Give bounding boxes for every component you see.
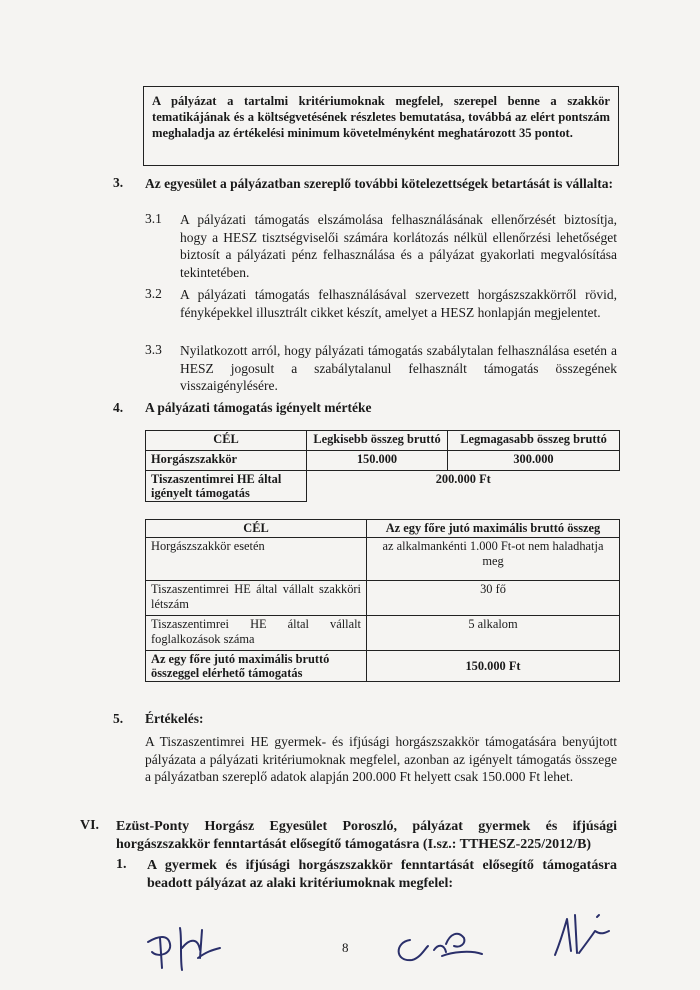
t1-row1-min: 150.000 — [307, 451, 448, 471]
item-3-3-number: 3.3 — [145, 342, 162, 357]
t2-row2-amount: 30 fő — [367, 581, 620, 616]
t1-header-max: Legmagasabb összeg bruttó — [448, 431, 620, 451]
section-vi-number: VI. — [80, 818, 100, 833]
t2-row4-amount: 150.000 Ft — [367, 651, 620, 682]
t2-row3-amount: 5 alkalom — [367, 616, 620, 651]
section-3-number: 3. — [113, 175, 124, 190]
t2-header-amount: Az egy főre jutó maximális bruttó összeg — [367, 520, 620, 538]
item-3-2-number: 3.2 — [145, 286, 162, 301]
section-4-number: 4. — [113, 400, 124, 415]
signature-1-icon — [140, 908, 230, 978]
t2-row3-goal: Tiszaszentimrei HE által vállalt foglalkozások száma — [146, 616, 367, 651]
t2-row1-goal: Horgászszakkör esetén — [146, 538, 367, 581]
section-4-title: A pályázati támogatás igényelt mértéke — [145, 400, 372, 415]
t1-header-min: Legkisebb összeg bruttó — [307, 431, 448, 451]
t2-row1-amount: az alkalmankénti 1.000 Ft-ot nem haladhatja meg — [367, 538, 620, 581]
t1-header-goal: CÉL — [146, 431, 307, 451]
item-3-1-text: A pályázati támogatás elszámolása felhasználásának ellenőrzését biztosítja, hogy a HESZ tisztségviselői számára korlátozás nélkül ellenőrzési lehetőséget biztosít a pályázati pénz felhasználása és a pályázat gyakorlati megvalósítása tekintetében. — [180, 212, 617, 280]
criteria-summary-text: A pályázat a tartalmi kritériumoknak megfelel, szerepel benne a szakkör tematikájának és a költségvetésének részletes bemutatása, továbbá az elért pontszám meghaladja az értékelési minimum követelményként meghatározott 35 pontot. — [152, 94, 610, 140]
section-3-title: Az egyesület a pályázatban szereplő további kötelezettségek betartását is vállalta: — [145, 176, 614, 191]
item-3-2-text: A pályázati támogatás felhasználásával szervezett horgászszakkörről rövid, fényképekkel illusztrált cikket készít, amelyet a HESZ honlapján megjelentet. — [180, 287, 617, 320]
section-5-title: Értékelés: — [145, 711, 204, 726]
section-vi-title: Ezüst-Ponty Horgász Egyesület Poroszló, pályázat gyermek és ifjúsági horgászszakkör fenntartását elősegítő támogatásra (I.sz.: TTHESZ-225/2012/B) — [116, 819, 617, 852]
criteria-summary-box — [143, 86, 619, 166]
section-vi-item-text: A gyermek és ifjúsági horgászszakkör fenntartását elősegítő támogatásra beadott pályázat az alaki kritériumoknak megfelel: — [147, 858, 617, 891]
t1-row2-label: Tiszaszentimrei HE által igényelt támogatás — [146, 471, 307, 502]
section-vi-item-number: 1. — [116, 857, 127, 872]
signature-2-icon — [390, 920, 490, 970]
t2-row4-goal: Az egy főre jutó maximális bruttó összeggel elérhető támogatás — [146, 651, 367, 682]
t1-row2-value: 200.000 Ft — [307, 471, 620, 502]
t1-row1-goal: Horgászszakkör — [146, 451, 307, 471]
section-5-number: 5. — [113, 711, 124, 726]
t2-header-goal: CÉL — [146, 520, 367, 538]
amount-range-table — [145, 430, 620, 502]
section-5-text: A Tiszaszentimrei HE gyermek- és ifjúsági horgászszakkör támogatására benyújtott pályázata a pályázati kritériumoknak megfelel, azonban az igényelt támogatás összege a pályázatban szereplő adatok alapján 200.000 Ft helyett csak 150.000 Ft lehet. — [145, 734, 617, 785]
per-person-table — [145, 519, 620, 682]
signature-3-icon — [545, 905, 625, 965]
item-3-3-text: Nyilatkozott arról, hogy pályázati támogatás szabálytalan felhasználása esetén a HESZ jogosult a szabálytalanul felhasznált támogatás összegének visszaigénylésére. — [180, 343, 617, 394]
page-number: 8 — [342, 940, 349, 955]
t1-row1-max: 300.000 — [448, 451, 620, 471]
item-3-1-number: 3.1 — [145, 211, 162, 226]
t2-row2-goal: Tiszaszentimrei HE által vállalt szakköri létszám — [146, 581, 367, 616]
